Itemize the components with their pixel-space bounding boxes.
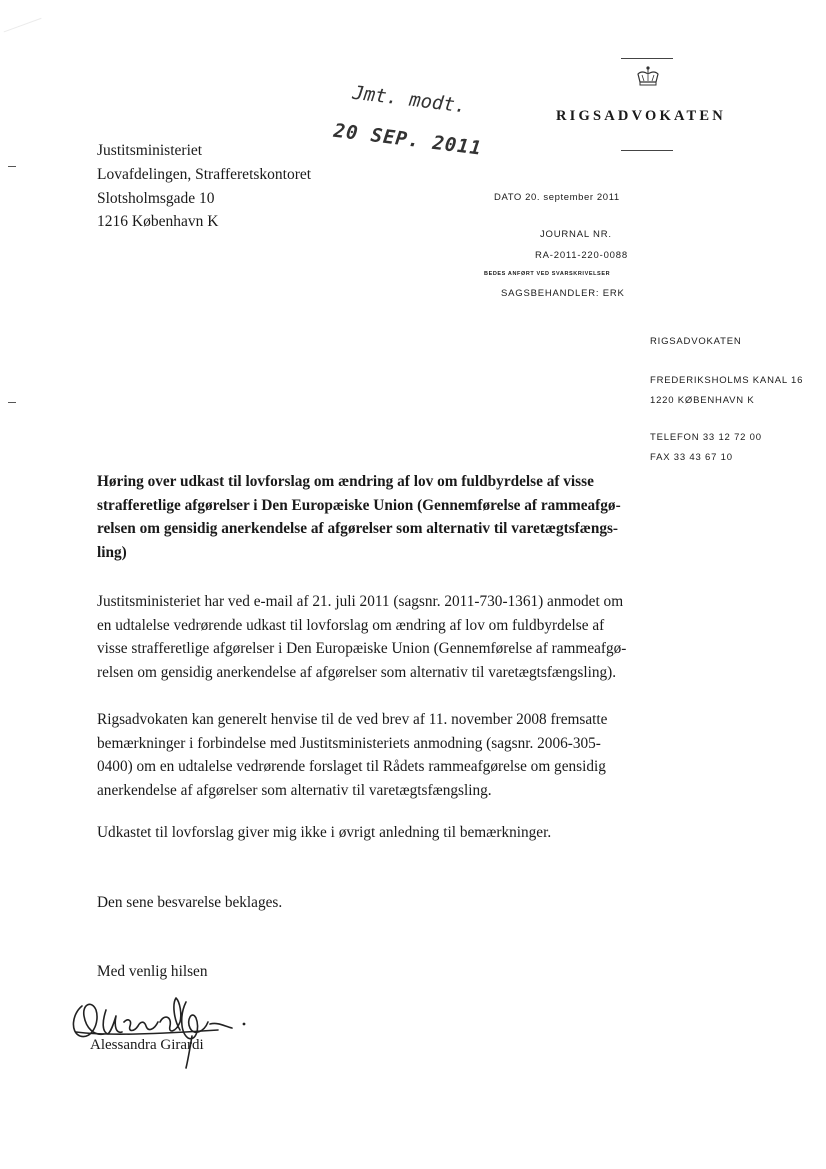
paragraph-line: relsen om gensidig anerkendelse af afgørelser som alternativ til varetægtsfængsling).	[97, 663, 617, 681]
reply-note: BEDES ANFØRT VED SVARSKRIVELSER	[484, 271, 611, 277]
crown-icon	[636, 66, 660, 93]
letterhead-organization: RIGSADVOKATEN	[556, 108, 726, 124]
recipient-line: Justitsministeriet	[97, 142, 203, 159]
body-paragraph-4: Den sene besvarelse beklages.	[97, 894, 283, 911]
logo-rule-bottom	[621, 150, 673, 151]
closing-greeting: Med venlig hilsen	[97, 963, 208, 980]
paragraph-line: 0400) om en udtalelse vedrørende forslaget til Rådets rammeafgørelse om gensidig	[97, 758, 606, 775]
signatory-name: Alessandra Girardi	[90, 1037, 204, 1053]
scan-smudge	[4, 18, 49, 51]
body-paragraph-1	[97, 590, 635, 684]
recipient-line: Lovafdelingen, Strafferetskontoret	[97, 166, 312, 183]
stamp-label: Jmt. modt.	[351, 81, 468, 118]
subject-line: ling)	[97, 543, 127, 561]
handwritten-signature	[68, 992, 258, 1077]
scan-mark	[8, 402, 16, 403]
paragraph-line: anerkendelse af afgørelser som alternativ til varetægtsfængsling.	[97, 781, 492, 799]
recipient-line: 1216 København K	[97, 213, 219, 230]
paragraph-line: Rigsadvokaten kan generelt henvise til de ved brev af 11. november 2008 fremsatte	[97, 711, 608, 728]
journal-label: JOURNAL NR.	[540, 229, 612, 240]
sender-city: 1220 KØBENHAVN K	[650, 395, 755, 406]
sender-street: FREDERIKSHOLMS KANAL 16	[650, 375, 804, 386]
journal-number: RA-2011-220-0088	[535, 250, 628, 261]
sender-name: RIGSADVOKATEN	[650, 336, 742, 347]
sender-fax: FAX 33 43 67 10	[650, 452, 733, 463]
sender-phone: TELEFON 33 12 72 00	[650, 432, 762, 443]
letter-date: DATO 20. september 2011	[494, 192, 620, 203]
subject-heading	[97, 470, 635, 564]
paragraph-line: bemærkninger i forbindelse med Justitsministeriets anmodning (sagsnr. 2006-305-	[97, 734, 601, 752]
paragraph-line: Justitsministeriet har ved e-mail af 21. juli 2011 (sagsnr. 2011-730-1361) anmodet om	[97, 593, 624, 610]
stamp-date: 20 SEP. 2011	[332, 119, 484, 160]
body-paragraph-3: Udkastet til lovforslag giver mig ikke i øvrigt anledning til bemærkninger.	[97, 824, 552, 841]
logo-rule-top	[621, 58, 673, 59]
scan-mark	[8, 166, 16, 167]
subject-line: relsen om gensidig anerkendelse af afgørelser som alternativ til varetægtsfængs-	[97, 520, 619, 537]
body-paragraph-2	[97, 708, 635, 802]
case-handler: SAGSBEHANDLER: ERK	[501, 288, 625, 299]
subject-line: strafferetlige afgørelser i Den Europæiske Union (Gennemførelse af rammeafgø-	[97, 496, 621, 514]
paragraph-line: en udtalelse vedrørende udkast til lovforslag om ændring af lov om fuldbyrdelse af	[97, 616, 605, 634]
recipient-line: Slotsholmsgade 10	[97, 190, 215, 207]
subject-line: Høring over udkast til lovforslag om ændring af lov om fuldbyrdelse af visse	[97, 473, 594, 490]
paragraph-line: visse strafferetlige afgørelser i Den Europæiske Union (Gennemførelse af rammeafgø-	[97, 640, 627, 657]
